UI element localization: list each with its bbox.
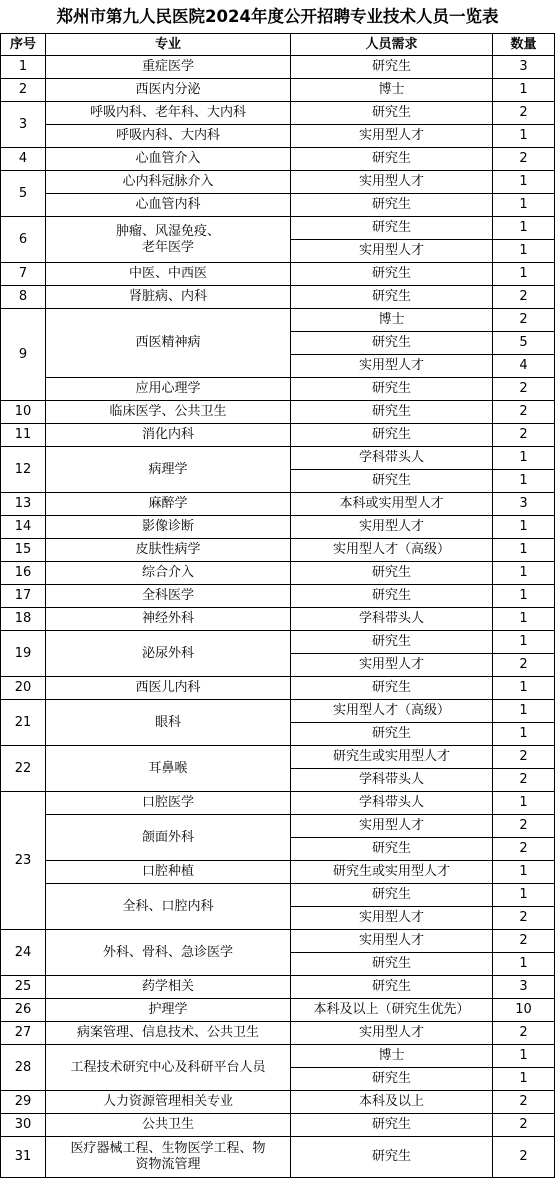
cell-requirement: 研究生 xyxy=(291,217,493,240)
table-row xyxy=(1,562,555,585)
cell-count: 1 xyxy=(493,470,555,493)
cell-requirement: 博士 xyxy=(291,1045,493,1068)
cell-no: 21 xyxy=(1,700,46,746)
table-row xyxy=(1,884,555,907)
cell-major: 工程技术研究中心及科研平台人员 xyxy=(46,1045,291,1091)
cell-count: 1 xyxy=(493,539,555,562)
cell-major: 呼吸内科、老年科、大内科 xyxy=(46,102,291,125)
cell-requirement: 研究生或实用型人才 xyxy=(291,746,493,769)
table-row xyxy=(1,125,555,148)
cell-major: 护理学 xyxy=(46,999,291,1022)
cell-count: 1 xyxy=(493,194,555,217)
cell-requirement: 学科带头人 xyxy=(291,769,493,792)
cell-requirement: 研究生 xyxy=(291,562,493,585)
cell-requirement: 实用型人才（高级） xyxy=(291,539,493,562)
cell-requirement: 研究生 xyxy=(291,56,493,79)
cell-no: 10 xyxy=(1,401,46,424)
cell-requirement: 研究生 xyxy=(291,102,493,125)
table-row xyxy=(1,700,555,723)
cell-major: 重症医学 xyxy=(46,56,291,79)
cell-count: 2 xyxy=(493,424,555,447)
cell-major: 皮肤性病学 xyxy=(46,539,291,562)
cell-major: 公共卫生 xyxy=(46,1114,291,1137)
cell-count: 10 xyxy=(493,999,555,1022)
cell-major: 人力资源管理相关专业 xyxy=(46,1091,291,1114)
cell-count: 5 xyxy=(493,332,555,355)
cell-requirement: 研究生 xyxy=(291,332,493,355)
header-requirement: 人员需求 xyxy=(291,34,493,56)
cell-count: 2 xyxy=(493,148,555,171)
cell-requirement: 研究生 xyxy=(291,884,493,907)
cell-no: 12 xyxy=(1,447,46,493)
table-row xyxy=(1,424,555,447)
cell-count: 1 xyxy=(493,608,555,631)
table-row xyxy=(1,263,555,286)
table-row xyxy=(1,861,555,884)
cell-no: 26 xyxy=(1,999,46,1022)
cell-major: 全科医学 xyxy=(46,585,291,608)
cell-requirement: 研究生 xyxy=(291,470,493,493)
cell-count: 2 xyxy=(493,286,555,309)
cell-count: 3 xyxy=(493,976,555,999)
cell-no: 25 xyxy=(1,976,46,999)
cell-requirement: 研究生 xyxy=(291,1114,493,1137)
table-body xyxy=(1,56,555,1178)
cell-no: 28 xyxy=(1,1045,46,1091)
cell-requirement: 研究生 xyxy=(291,401,493,424)
cell-no: 24 xyxy=(1,930,46,976)
cell-count: 1 xyxy=(493,792,555,815)
cell-count: 1 xyxy=(493,884,555,907)
table-row xyxy=(1,999,555,1022)
cell-requirement: 研究生 xyxy=(291,378,493,401)
cell-count: 1 xyxy=(493,953,555,976)
cell-no: 3 xyxy=(1,102,46,148)
cell-count: 1 xyxy=(493,562,555,585)
cell-count: 1 xyxy=(493,631,555,654)
cell-count: 2 xyxy=(493,1022,555,1045)
cell-requirement: 实用型人才 xyxy=(291,240,493,263)
cell-requirement: 本科及以上 xyxy=(291,1091,493,1114)
cell-count: 3 xyxy=(493,493,555,516)
cell-count: 2 xyxy=(493,907,555,930)
cell-requirement: 博士 xyxy=(291,79,493,102)
cell-major: 外科、骨科、急诊医学 xyxy=(46,930,291,976)
cell-no: 4 xyxy=(1,148,46,171)
cell-requirement: 博士 xyxy=(291,309,493,332)
cell-major: 医疗器械工程、生物医学工程、物 资物流管理 xyxy=(46,1137,291,1178)
cell-count: 1 xyxy=(493,447,555,470)
cell-major: 心血管介入 xyxy=(46,148,291,171)
table-header-row xyxy=(1,34,555,56)
table-row xyxy=(1,677,555,700)
cell-requirement: 研究生 xyxy=(291,677,493,700)
cell-no: 14 xyxy=(1,516,46,539)
cell-count: 1 xyxy=(493,240,555,263)
cell-major: 全科、口腔内科 xyxy=(46,884,291,930)
cell-no: 15 xyxy=(1,539,46,562)
cell-major: 颌面外科 xyxy=(46,815,291,861)
cell-requirement: 实用型人才 xyxy=(291,930,493,953)
cell-major: 临床医学、公共卫生 xyxy=(46,401,291,424)
table-row xyxy=(1,1137,555,1178)
cell-no: 8 xyxy=(1,286,46,309)
table-row xyxy=(1,401,555,424)
table-row xyxy=(1,194,555,217)
table-row xyxy=(1,378,555,401)
cell-count: 4 xyxy=(493,355,555,378)
cell-requirement: 研究生 xyxy=(291,953,493,976)
table-row xyxy=(1,608,555,631)
table-row xyxy=(1,1022,555,1045)
cell-requirement: 实用型人才 xyxy=(291,516,493,539)
cell-requirement: 研究生 xyxy=(291,585,493,608)
cell-count: 1 xyxy=(493,79,555,102)
table-row xyxy=(1,631,555,654)
cell-requirement: 实用型人才 xyxy=(291,355,493,378)
cell-major: 西医精神病 xyxy=(46,309,291,378)
cell-requirement: 实用型人才 xyxy=(291,907,493,930)
cell-count: 2 xyxy=(493,1137,555,1178)
table-row xyxy=(1,102,555,125)
cell-major: 综合介入 xyxy=(46,562,291,585)
cell-requirement: 实用型人才 xyxy=(291,125,493,148)
table-row xyxy=(1,56,555,79)
cell-requirement: 研究生 xyxy=(291,263,493,286)
cell-no: 20 xyxy=(1,677,46,700)
table-row xyxy=(1,171,555,194)
cell-major: 泌尿外科 xyxy=(46,631,291,677)
table-row xyxy=(1,539,555,562)
cell-count: 2 xyxy=(493,815,555,838)
table-row xyxy=(1,286,555,309)
cell-major: 中医、中西医 xyxy=(46,263,291,286)
cell-major: 肾脏病、内科 xyxy=(46,286,291,309)
cell-requirement: 实用型人才（高级） xyxy=(291,700,493,723)
cell-requirement: 实用型人才 xyxy=(291,1022,493,1045)
page-title: 郑州市第九人民医院2024年度公开招聘专业技术人员一览表 xyxy=(56,7,499,26)
cell-requirement: 研究生 xyxy=(291,1137,493,1178)
cell-no: 13 xyxy=(1,493,46,516)
cell-requirement: 本科或实用型人才 xyxy=(291,493,493,516)
cell-count: 1 xyxy=(493,861,555,884)
cell-count: 2 xyxy=(493,309,555,332)
cell-requirement: 研究生 xyxy=(291,631,493,654)
cell-requirement: 学科带头人 xyxy=(291,608,493,631)
cell-requirement: 实用型人才 xyxy=(291,815,493,838)
cell-no: 5 xyxy=(1,171,46,217)
cell-major: 心血管内科 xyxy=(46,194,291,217)
cell-count: 2 xyxy=(493,746,555,769)
cell-major: 影像诊断 xyxy=(46,516,291,539)
table-row xyxy=(1,746,555,769)
cell-major: 消化内科 xyxy=(46,424,291,447)
cell-count: 2 xyxy=(493,930,555,953)
cell-requirement: 研究生 xyxy=(291,976,493,999)
cell-count: 1 xyxy=(493,263,555,286)
table-row xyxy=(1,309,555,332)
cell-count: 1 xyxy=(493,1068,555,1091)
cell-requirement: 研究生 xyxy=(291,424,493,447)
cell-major: 肿瘤、风湿免疫、 老年医学 xyxy=(46,217,291,263)
cell-no: 2 xyxy=(1,79,46,102)
cell-no: 9 xyxy=(1,309,46,401)
header-no: 序号 xyxy=(1,34,46,56)
cell-count: 3 xyxy=(493,56,555,79)
cell-requirement: 实用型人才 xyxy=(291,171,493,194)
cell-no: 18 xyxy=(1,608,46,631)
cell-major: 应用心理学 xyxy=(46,378,291,401)
cell-count: 2 xyxy=(493,1114,555,1137)
table-row xyxy=(1,1045,555,1068)
cell-requirement: 本科及以上（研究生优先） xyxy=(291,999,493,1022)
cell-requirement: 研究生 xyxy=(291,148,493,171)
cell-count: 2 xyxy=(493,838,555,861)
table-row xyxy=(1,585,555,608)
cell-count: 2 xyxy=(493,102,555,125)
table-row xyxy=(1,930,555,953)
cell-major: 病案管理、信息技术、公共卫生 xyxy=(46,1022,291,1045)
table-row xyxy=(1,815,555,838)
cell-count: 1 xyxy=(493,700,555,723)
table-row xyxy=(1,976,555,999)
table-row xyxy=(1,1114,555,1137)
cell-count: 2 xyxy=(493,401,555,424)
cell-count: 2 xyxy=(493,1091,555,1114)
cell-no: 6 xyxy=(1,217,46,263)
cell-no: 11 xyxy=(1,424,46,447)
cell-major: 眼科 xyxy=(46,700,291,746)
cell-count: 2 xyxy=(493,769,555,792)
cell-major: 麻醉学 xyxy=(46,493,291,516)
cell-no: 27 xyxy=(1,1022,46,1045)
cell-count: 1 xyxy=(493,171,555,194)
cell-major: 耳鼻喉 xyxy=(46,746,291,792)
cell-count: 1 xyxy=(493,516,555,539)
cell-count: 1 xyxy=(493,585,555,608)
cell-major: 药学相关 xyxy=(46,976,291,999)
cell-major: 口腔医学 xyxy=(46,792,291,815)
cell-major: 心内科冠脉介入 xyxy=(46,171,291,194)
cell-no: 31 xyxy=(1,1137,46,1178)
cell-major: 病理学 xyxy=(46,447,291,493)
cell-count: 1 xyxy=(493,1045,555,1068)
cell-no: 1 xyxy=(1,56,46,79)
cell-major: 口腔种植 xyxy=(46,861,291,884)
cell-major: 神经外科 xyxy=(46,608,291,631)
table-row xyxy=(1,493,555,516)
table-row xyxy=(1,217,555,240)
recruitment-table xyxy=(0,33,555,1178)
header-major: 专业 xyxy=(46,34,291,56)
cell-no: 30 xyxy=(1,1114,46,1137)
table-row xyxy=(1,516,555,539)
cell-count: 1 xyxy=(493,723,555,746)
cell-no: 17 xyxy=(1,585,46,608)
cell-major: 西医内分泌 xyxy=(46,79,291,102)
cell-count: 2 xyxy=(493,378,555,401)
cell-requirement: 研究生 xyxy=(291,723,493,746)
cell-no: 22 xyxy=(1,746,46,792)
cell-major: 西医儿内科 xyxy=(46,677,291,700)
cell-count: 1 xyxy=(493,125,555,148)
cell-requirement: 学科带头人 xyxy=(291,792,493,815)
cell-requirement: 研究生 xyxy=(291,838,493,861)
cell-requirement: 研究生 xyxy=(291,1068,493,1091)
header-count: 数量 xyxy=(493,34,555,56)
table-row xyxy=(1,447,555,470)
cell-count: 2 xyxy=(493,654,555,677)
cell-count: 1 xyxy=(493,677,555,700)
cell-requirement: 研究生 xyxy=(291,194,493,217)
cell-requirement: 研究生或实用型人才 xyxy=(291,861,493,884)
cell-no: 29 xyxy=(1,1091,46,1114)
table-row xyxy=(1,148,555,171)
cell-no: 16 xyxy=(1,562,46,585)
cell-major: 呼吸内科、大内科 xyxy=(46,125,291,148)
cell-count: 1 xyxy=(493,217,555,240)
table-row xyxy=(1,792,555,815)
cell-requirement: 研究生 xyxy=(291,286,493,309)
cell-requirement: 学科带头人 xyxy=(291,447,493,470)
table-row xyxy=(1,1091,555,1114)
cell-requirement: 实用型人才 xyxy=(291,654,493,677)
table-row xyxy=(1,79,555,102)
cell-no: 7 xyxy=(1,263,46,286)
cell-no: 19 xyxy=(1,631,46,677)
cell-no: 23 xyxy=(1,792,46,930)
